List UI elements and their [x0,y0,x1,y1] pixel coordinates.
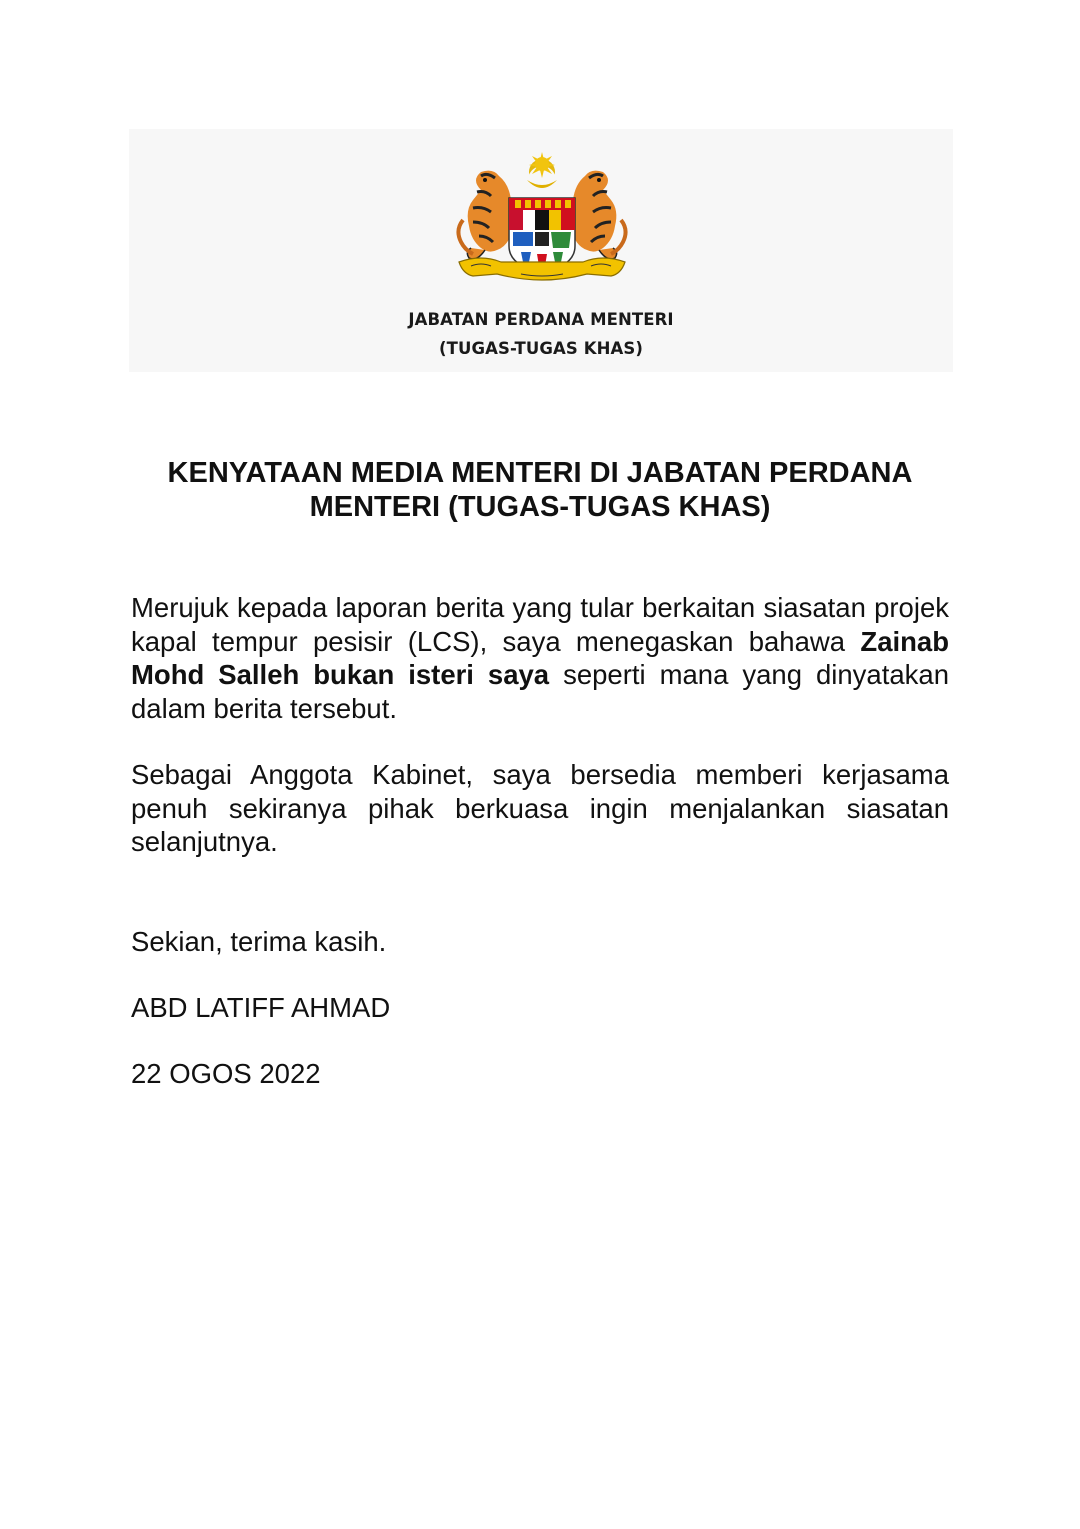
body-paragraph-2: Sebagai Anggota Kabinet, saya bersedia memberi kerjasama penuh sekiranya pihak berkuasa ingin menjalankan siasatan selanjutnya. [131,759,949,857]
body-paragraph-1 [131,591,949,725]
closing-line: Sekian, terima kasih. [131,926,387,957]
paragraph-1-emphasis: Zainab Mohd Salleh bukan isteri saya [131,625,950,690]
signatory-name: ABD LATIFF AHMAD [131,992,391,1023]
paragraph-1-end: seperti mana yang dinyatakan dalam berita tersebut. [131,659,950,724]
malaysia-coat-of-arms-icon [451,150,633,290]
department-name: JABATAN PERDANA MENTERI [408,310,674,329]
statement-date: 22 OGOS 2022 [131,1058,321,1089]
department-subtitle: (TUGAS-TUGAS KHAS) [439,339,643,358]
statement-title: KENYATAAN MEDIA MENTERI DI JABATAN PERDANA MENTERI (TUGAS-TUGAS KHAS) [167,457,913,523]
paragraph-1-intro: Merujuk kepada laporan berita yang tular berkaitan siasatan projek kapal tempur pesisir (LCS), saya menegaskan bahawa [131,592,949,657]
